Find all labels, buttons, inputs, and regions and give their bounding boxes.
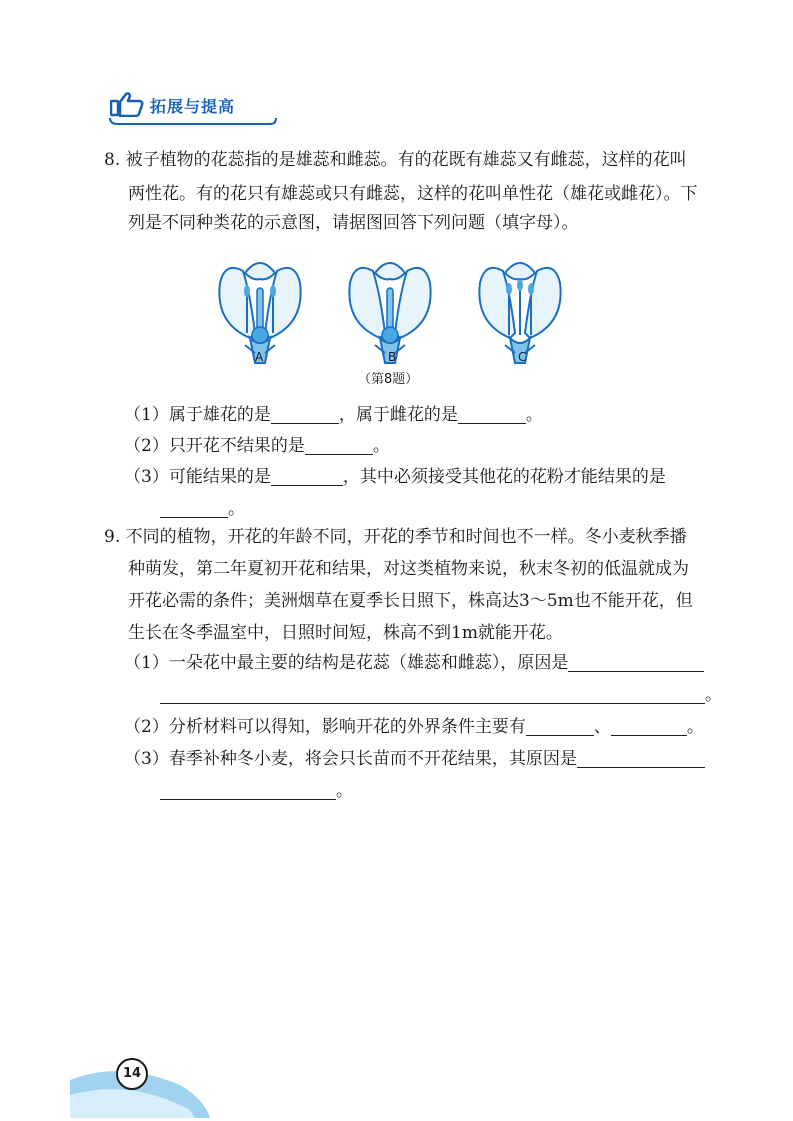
q8-sub3-text-a: （3）可能结果的是	[124, 467, 271, 487]
q8-sub3-text-b: ，其中必须接受其他花的花粉才能结果的是	[342, 467, 666, 487]
answer-blank[interactable]	[577, 747, 705, 768]
q8-sub1-text-c: 。	[525, 405, 543, 425]
figure-label-a: A	[255, 350, 264, 364]
q9-sub3	[124, 744, 705, 774]
q9-line-1	[104, 520, 687, 554]
q9-sub1	[124, 648, 704, 678]
answer-blank[interactable]	[160, 683, 705, 704]
q9-text-3: 开花必需的条件；美洲烟草在夏季长日照下，株高达3～5m也不能开花，但	[128, 591, 693, 611]
q9-sub3-text-b: 。	[336, 781, 353, 801]
page-number: 14	[116, 1058, 148, 1090]
q9-sub1-text-b: 。	[705, 685, 722, 705]
q9-sub3-text-a: （3）春季补种冬小麦，将会只长苗而不开花结果，其原因是	[124, 749, 577, 769]
q8-text-3: 列是不同种类花的示意图，请据图回答下列问题（填字母）。	[128, 213, 579, 233]
answer-blank[interactable]	[160, 497, 228, 518]
section-underline	[108, 116, 278, 126]
answer-blank[interactable]	[611, 715, 687, 736]
q8-sub2	[124, 431, 390, 461]
q9-sub3-line2	[160, 776, 353, 806]
q8-sub1	[124, 400, 543, 430]
q8-text-1: 被子植物的花蕊指的是雄蕊和雌蕊。有的花既有雄蕊又有雌蕊，这样的花叫	[125, 150, 687, 170]
answer-blank[interactable]	[160, 779, 336, 800]
flower-c	[479, 263, 560, 363]
q9-text-2: 种萌发，第二年夏初开花和结果，对这类植物来说，秋末冬初的低温就成为	[128, 559, 689, 579]
answer-blank[interactable]	[568, 651, 704, 672]
answer-blank[interactable]	[526, 715, 594, 736]
q9-sub1-line2	[160, 680, 722, 710]
q9-number: 9.	[104, 527, 121, 547]
figure-label-b: B	[388, 350, 397, 364]
section-title: 拓展与提高	[150, 97, 236, 116]
q8-line-1	[104, 143, 687, 177]
q8-sub1-text-b: ，属于雌花的是	[338, 405, 458, 425]
flower-diagrams	[200, 248, 600, 388]
answer-blank[interactable]	[305, 434, 373, 455]
q9-sub2-text-c: 。	[686, 717, 704, 737]
figure-caption: （第8题）	[358, 372, 419, 387]
section-header	[108, 88, 273, 122]
q8-sub2-text-a: （2）只开花不结果的是	[124, 436, 305, 456]
q9-sub2-text-b: 、	[593, 717, 611, 737]
answer-blank[interactable]	[458, 403, 526, 424]
q8-sub1-text-a: （1）属于雄花的是	[124, 405, 271, 425]
thumbs-up-icon	[110, 91, 146, 117]
q9-sub2-text-a: （2）分析材料可以得知，影响开花的外界条件主要有	[124, 717, 526, 737]
answer-blank[interactable]	[271, 403, 339, 424]
q8-sub3-text-c: 。	[228, 499, 245, 519]
flower-b	[349, 263, 430, 363]
q8-sub2-text-b: 。	[372, 436, 390, 456]
q9-text-4: 生长在冬季温室中，日照时间短，株高不到1m就能开花。	[128, 623, 563, 643]
q8-number: 8.	[104, 150, 121, 170]
figure-label-c: C	[518, 350, 527, 364]
q9-sub1-text-a: （1）一朵花中最主要的结构是花蕊（雄蕊和雌蕊），原因是	[124, 653, 569, 673]
q9-text-1: 不同的植物，开花的年龄不同，开花的季节和时间也不一样。冬小麦秋季播	[125, 527, 687, 547]
answer-blank[interactable]	[271, 465, 343, 486]
flower-a	[219, 263, 300, 363]
q9-sub2	[124, 712, 704, 742]
q8-sub3	[124, 462, 666, 492]
q8-text-2: 两性花。有的花只有雄蕊或只有雌蕊，这样的花叫单性花（雄花或雌花）。下	[128, 184, 698, 204]
